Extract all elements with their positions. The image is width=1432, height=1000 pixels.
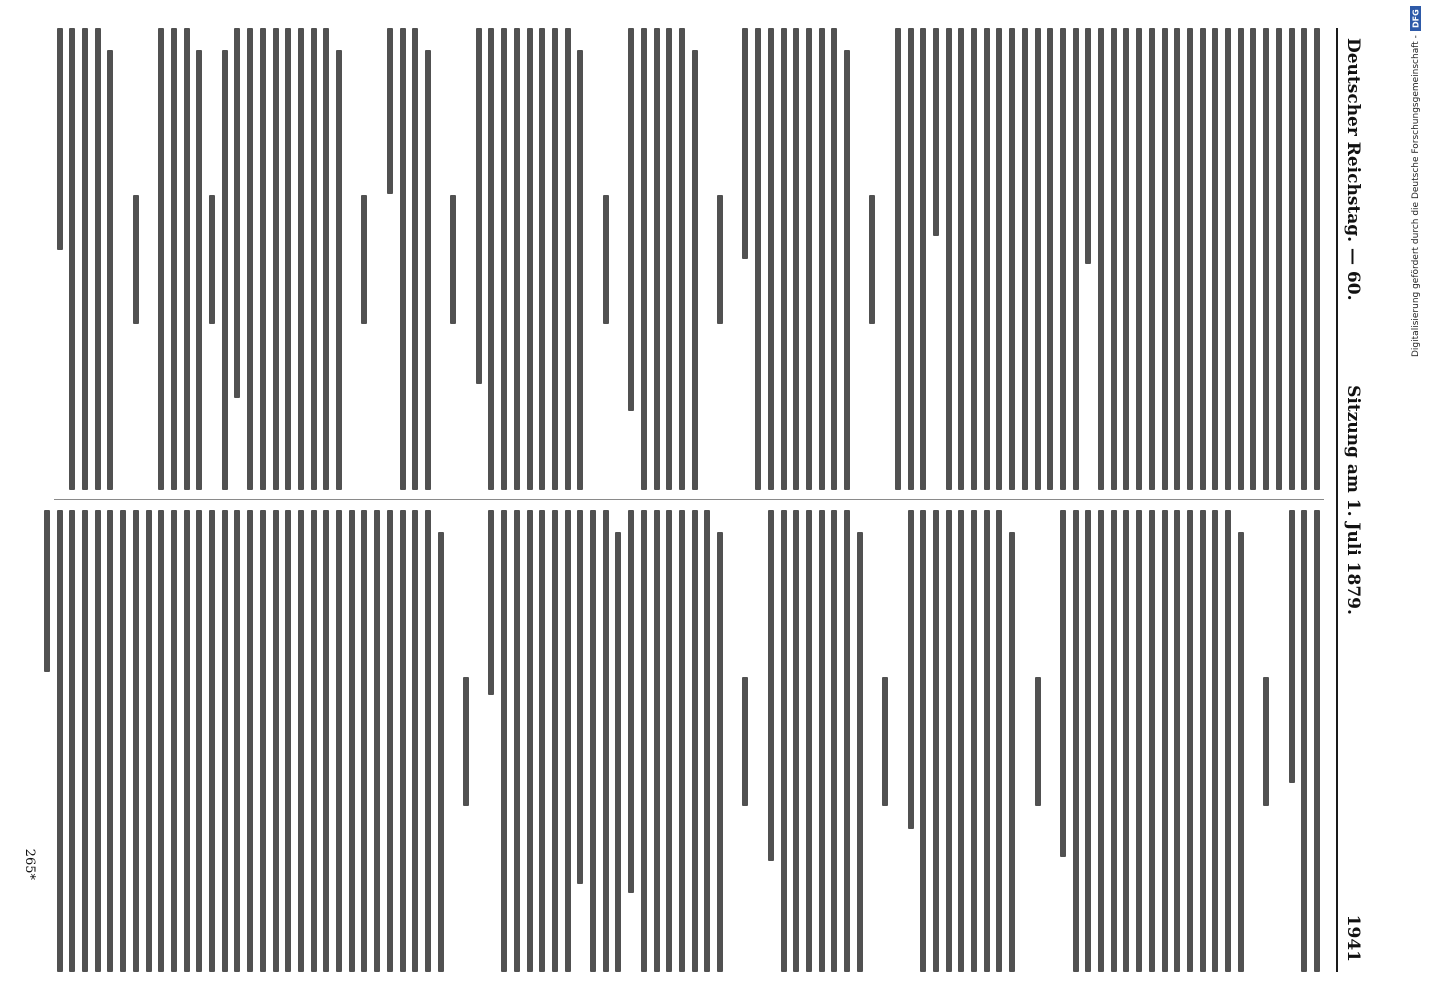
text-line xyxy=(1301,510,1307,972)
text-line xyxy=(476,28,482,384)
text-line xyxy=(666,510,672,972)
text-line xyxy=(133,510,139,972)
text-line xyxy=(400,510,406,972)
text-line xyxy=(196,510,202,972)
text-line xyxy=(1200,510,1206,972)
text-line xyxy=(1238,532,1244,972)
text-line xyxy=(501,28,507,490)
text-line xyxy=(603,510,609,972)
text-line xyxy=(1009,532,1015,972)
text-line xyxy=(844,50,850,490)
text-line xyxy=(222,50,228,490)
text-line xyxy=(285,510,291,972)
text-line xyxy=(704,510,710,972)
text-line xyxy=(387,510,393,972)
text-line xyxy=(1225,28,1231,490)
text-line xyxy=(590,510,596,972)
text-line xyxy=(285,28,291,490)
text-line xyxy=(349,510,355,972)
digitization-notice-text: Digitalisierung gefördert durch die Deutsche Forschungsgemeinschaft - xyxy=(1411,34,1421,357)
stage-direction-line xyxy=(362,195,368,324)
stage-direction-line xyxy=(870,195,876,324)
running-header xyxy=(1336,28,1368,972)
stage-direction-line xyxy=(133,195,139,324)
text-line xyxy=(336,50,342,490)
text-line xyxy=(1314,510,1320,972)
text-line xyxy=(984,510,990,972)
text-line xyxy=(984,28,990,490)
rotated-document-page xyxy=(10,0,1390,1000)
text-line xyxy=(1263,28,1269,490)
stage-direction-line xyxy=(882,677,888,806)
stage-direction-line xyxy=(209,195,215,324)
text-line xyxy=(1009,28,1015,490)
text-line xyxy=(95,28,101,490)
header-column-number: 1941 xyxy=(1343,914,1363,962)
header-publication: Deutscher Reichstag. — 60. xyxy=(1343,38,1363,301)
text-line xyxy=(1314,28,1320,490)
text-line xyxy=(628,28,634,411)
stage-direction-line xyxy=(743,677,749,806)
text-line xyxy=(1098,510,1104,972)
text-line xyxy=(628,510,634,893)
text-line xyxy=(1162,510,1168,972)
text-line xyxy=(946,510,952,972)
text-line xyxy=(336,510,342,972)
text-line xyxy=(806,28,812,490)
text-line xyxy=(69,510,75,972)
text-line xyxy=(654,28,660,490)
text-line xyxy=(1035,28,1041,490)
text-line xyxy=(501,510,507,972)
header-session-date: Sitzung am 1. Juli 1879. xyxy=(1343,385,1363,615)
text-line xyxy=(323,28,329,490)
text-line xyxy=(920,510,926,972)
text-line xyxy=(235,510,241,972)
text-line xyxy=(374,510,380,972)
text-line xyxy=(158,510,164,972)
text-line xyxy=(1187,510,1193,972)
text-line xyxy=(362,510,368,972)
text-line xyxy=(831,510,837,972)
text-line xyxy=(82,28,88,490)
text-line xyxy=(692,510,698,972)
text-line xyxy=(1085,28,1091,264)
text-line xyxy=(171,28,177,490)
text-line xyxy=(793,28,799,490)
text-line xyxy=(108,510,114,972)
text-line xyxy=(158,28,164,490)
dfg-logo: DFG xyxy=(1411,6,1422,31)
text-line xyxy=(1187,28,1193,490)
text-line xyxy=(311,28,317,490)
text-line xyxy=(1022,28,1028,490)
text-line xyxy=(489,28,495,490)
text-line xyxy=(971,28,977,490)
text-line xyxy=(196,50,202,490)
text-line xyxy=(1162,28,1168,490)
text-line xyxy=(781,510,787,972)
text-line xyxy=(1225,510,1231,972)
stage-direction-line xyxy=(1263,677,1269,806)
text-line xyxy=(781,28,787,490)
text-line xyxy=(577,50,583,490)
text-line xyxy=(57,510,63,972)
text-line xyxy=(1073,510,1079,972)
text-line xyxy=(755,28,761,490)
page-number: 265* xyxy=(22,848,37,880)
text-line xyxy=(387,28,393,194)
text-line xyxy=(958,28,964,490)
text-line xyxy=(1136,510,1142,972)
text-line xyxy=(793,510,799,972)
text-line xyxy=(514,510,520,972)
text-line xyxy=(527,510,533,972)
text-line xyxy=(209,510,215,972)
text-line xyxy=(82,510,88,972)
text-line xyxy=(565,28,571,490)
text-line xyxy=(120,510,126,972)
text-line xyxy=(108,50,114,490)
text-line xyxy=(1149,28,1155,490)
text-line xyxy=(679,28,685,490)
text-line xyxy=(819,28,825,490)
text-line xyxy=(806,510,812,972)
text-line xyxy=(971,510,977,972)
text-line xyxy=(298,510,304,972)
text-line xyxy=(438,532,444,972)
text-line xyxy=(184,510,190,972)
text-line xyxy=(425,510,431,972)
text-line xyxy=(920,28,926,490)
text-line xyxy=(400,28,406,490)
stage-direction-line xyxy=(450,195,456,324)
text-line xyxy=(768,510,774,861)
text-line xyxy=(958,510,964,972)
text-line xyxy=(273,28,279,490)
text-line xyxy=(146,510,152,972)
text-line xyxy=(666,28,672,490)
text-line xyxy=(273,510,279,972)
text-line xyxy=(69,28,75,490)
text-line xyxy=(641,510,647,972)
text-line xyxy=(831,28,837,490)
text-line xyxy=(933,510,939,972)
text-line xyxy=(298,28,304,490)
column-divider xyxy=(54,499,1324,500)
text-line xyxy=(717,532,723,972)
text-line xyxy=(1047,28,1053,490)
text-line xyxy=(654,510,660,972)
text-line xyxy=(260,28,266,490)
stage-direction-line xyxy=(463,677,469,806)
text-line xyxy=(1085,510,1091,972)
text-line xyxy=(1124,28,1130,490)
text-line xyxy=(908,510,914,829)
text-line xyxy=(311,510,317,972)
text-line xyxy=(743,28,749,259)
text-line xyxy=(1060,28,1066,490)
text-line xyxy=(1212,28,1218,490)
text-line xyxy=(844,510,850,972)
text-line xyxy=(552,510,558,972)
text-line xyxy=(527,28,533,490)
stage-direction-line xyxy=(603,195,609,324)
text-line xyxy=(1251,28,1257,490)
text-line xyxy=(1098,28,1104,490)
text-line xyxy=(1212,510,1218,972)
text-line xyxy=(44,510,50,672)
text-line xyxy=(1149,510,1155,972)
text-line xyxy=(768,28,774,490)
text-line xyxy=(222,510,228,972)
text-line xyxy=(1238,28,1244,490)
text-line xyxy=(247,28,253,490)
digitization-notice xyxy=(1402,6,1430,994)
text-line xyxy=(565,510,571,972)
text-line xyxy=(908,28,914,490)
text-line xyxy=(946,28,952,490)
text-line xyxy=(1060,510,1066,857)
text-line xyxy=(184,28,190,490)
text-line xyxy=(235,28,241,398)
text-line xyxy=(514,28,520,490)
text-line xyxy=(95,510,101,972)
text-line xyxy=(1136,28,1142,490)
text-line xyxy=(895,28,901,490)
text-line xyxy=(1200,28,1206,490)
text-line xyxy=(552,28,558,490)
text-line xyxy=(692,50,698,490)
text-line xyxy=(412,510,418,972)
text-line xyxy=(1073,28,1079,490)
stage-direction-line xyxy=(1035,677,1041,806)
text-line xyxy=(171,510,177,972)
text-line xyxy=(1174,510,1180,972)
text-line xyxy=(539,510,545,972)
text-line xyxy=(819,510,825,972)
text-line xyxy=(57,28,63,250)
text-column-left xyxy=(54,28,1324,490)
text-line xyxy=(1276,28,1282,490)
text-line xyxy=(1174,28,1180,490)
text-line xyxy=(539,28,545,490)
text-line xyxy=(489,510,495,695)
text-line xyxy=(997,28,1003,490)
text-line xyxy=(577,510,583,884)
text-line xyxy=(412,28,418,490)
text-line xyxy=(425,50,431,490)
text-line xyxy=(1124,510,1130,972)
text-line xyxy=(641,28,647,490)
text-line xyxy=(933,28,939,236)
stage-direction-line xyxy=(717,195,723,324)
text-line xyxy=(247,510,253,972)
text-line xyxy=(997,510,1003,972)
text-line xyxy=(1111,510,1117,972)
text-column-right xyxy=(54,510,1324,972)
text-line xyxy=(1111,28,1117,490)
text-line xyxy=(260,510,266,972)
text-line xyxy=(1289,28,1295,490)
text-line xyxy=(1289,510,1295,783)
text-line xyxy=(679,510,685,972)
text-line xyxy=(616,532,622,972)
text-line xyxy=(1301,28,1307,490)
text-line xyxy=(857,532,863,972)
text-line xyxy=(323,510,329,972)
